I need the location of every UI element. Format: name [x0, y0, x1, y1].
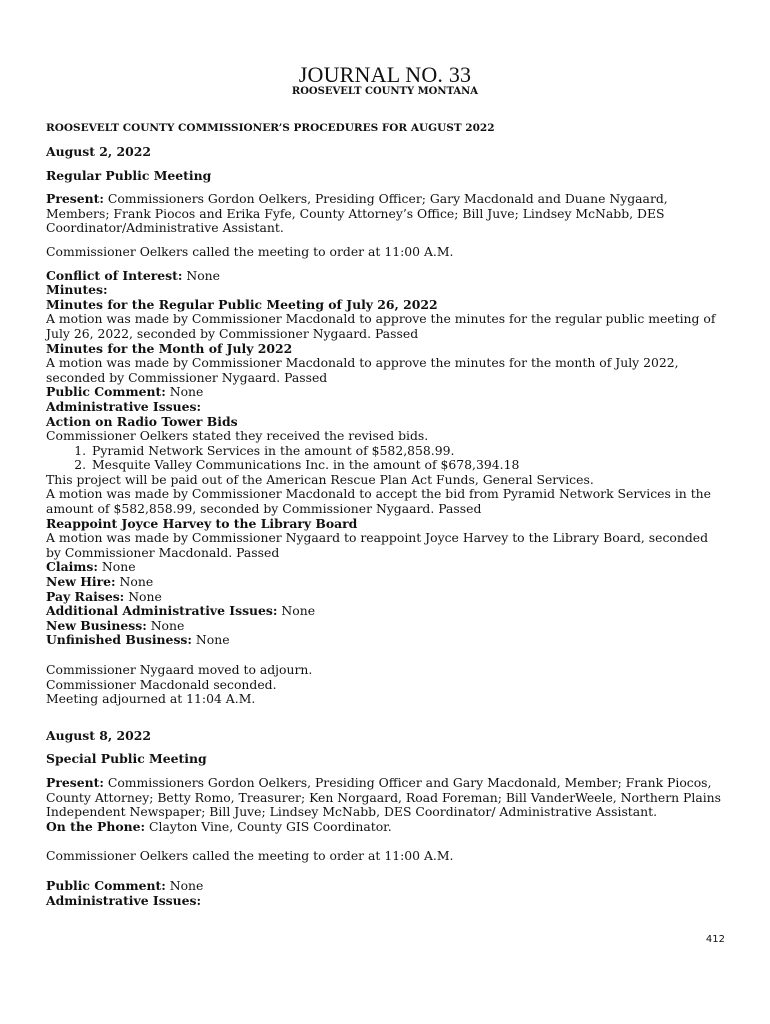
public-comment-label: Public Comment: [46, 384, 166, 400]
additional-admin-value: None [277, 603, 316, 619]
public-comment-label: Public Comment: [46, 877, 166, 893]
meeting1-present [46, 192, 726, 236]
meeting1-type: Regular Public Meeting [46, 167, 212, 183]
journal-content [46, 145, 726, 908]
meeting-adjourned: Meeting adjourned at 11:04 A.M. [46, 691, 256, 707]
phone-text: Clayton Vine, County GIS Coordinator. [145, 818, 392, 834]
new-hire-value: None [115, 574, 154, 590]
present-text: Commissioners Gordon Oelkers, Presiding Officer and Gary Macdonald, Member; Frank Piocos, County Attorney; Betty Romo, Treasurer; Ken Norgaard, Road Foreman; Bill VanderWeele, Northern Plains Independent Newspaper; Bill Juve; Lindsey McNabb, DES Coordinator/ Administrative Assistant. [46, 774, 722, 820]
new-business [46, 619, 726, 634]
county-name: ROOSEVELT COUNTY MONTANA [291, 86, 479, 97]
public-comment-value: None [165, 877, 204, 893]
meeting1-called-to-order: Commissioner Oelkers called the meeting to order at 11:00 A.M. [46, 243, 454, 259]
adjourn-moved: Commissioner Nygaard moved to adjourn. [46, 662, 313, 677]
library-heading: Reappoint Joyce Harvey to the Library Board [46, 515, 358, 531]
page-number: 412 [705, 934, 725, 945]
meeting2-present [46, 776, 726, 820]
additional-admin-label: Additional Administrative Issues: [46, 603, 278, 619]
claims-value: None [97, 559, 136, 575]
unfinished-label: Unfinished Business: [46, 632, 192, 648]
procedures-heading: ROOSEVELT COUNTY COMMISSIONER’S PROCEDURES FOR AUGUST 2022 [46, 122, 495, 134]
present-text: Commissioners Gordon Oelkers, Presiding Officer; Gary Macdonald and Duane Nygaard, Members; Frank Piocos and Erika Fyfe, County Attorney’s Office; Bill Juve; Lindsey McNabb, DES Coordinator/Administrative Assistant. [46, 191, 668, 236]
radio-tower-intro: Commissioner Oelkers stated they received the revised bids. [46, 428, 429, 444]
unfinished-business [46, 633, 726, 648]
pay-raises-label: Pay Raises: [46, 588, 125, 604]
public-comment [46, 385, 726, 400]
journal-title: JOURNAL NO. 33 [298, 62, 472, 87]
meeting2-type: Special Public Meeting [46, 751, 207, 767]
bid-list [46, 444, 726, 473]
radio-tower-motion: A motion was made by Commissioner Macdonald to accept the bid from Pyramid Network Services in the amount of $582,858.99, seconded by Commissioner Nygaard. Passed [46, 486, 711, 517]
list-item: 2. Mesquite Valley Communications Inc. in the amount of $678,394.18 [90, 458, 726, 473]
list-item: 1. Pyramid Network Services in the amount of $582,858.99. [90, 444, 726, 459]
phone-label: On the Phone: [46, 818, 146, 834]
conflict-of-interest [46, 269, 726, 284]
radio-tower-funding: This project will be paid out of the American Rescue Plan Act Funds, General Services. [46, 471, 594, 487]
minutes-label: Minutes: [46, 282, 108, 298]
additional-admin-issues [46, 604, 726, 619]
present-label: Present: [46, 774, 104, 790]
claims-label: Claims: [46, 559, 98, 575]
conflict-value: None [182, 267, 220, 283]
meeting2-date: August 8, 2022 [46, 727, 152, 743]
radio-tower-heading: Action on Radio Tower Bids [46, 413, 238, 429]
pay-raises-value: None [124, 588, 162, 604]
minutes-july26-heading: Minutes for the Regular Public Meeting of July 26, 2022 [46, 296, 438, 312]
minutes-month-text: A motion was made by Commissioner Macdonald to approve the minutes for the month of July 2022, seconded by Commissioner Nygaard. Passed [46, 355, 679, 385]
claims [46, 560, 726, 575]
unfinished-value: None [191, 632, 230, 648]
conflict-label: Conflict of Interest: [46, 267, 183, 283]
meeting2-on-the-phone [46, 820, 726, 835]
meeting2-public-comment [46, 879, 726, 894]
present-label: Present: [46, 191, 104, 207]
new-business-value: None [146, 617, 185, 633]
new-hire [46, 575, 726, 590]
new-hire-label: New Hire: [46, 574, 116, 590]
meeting1-date: August 2, 2022 [46, 144, 152, 159]
admin-issues-label: Administrative Issues: [46, 398, 202, 414]
minutes-july26-text: A motion was made by Commissioner Macdonald to approve the minutes for the regular public meeting of July 26, 2022, seconded by Commissioner Nygaard. Passed [46, 311, 716, 341]
new-business-label: New Business: [46, 617, 147, 633]
adjourn-seconded: Commissioner Macdonald seconded. [46, 676, 277, 692]
library-motion: A motion was made by Commissioner Nygaard to reappoint Joyce Harvey to the Library Board, seconded by Commissioner Macdonald. Passed [46, 530, 709, 560]
public-comment-value: None [165, 384, 204, 400]
minutes-month-heading: Minutes for the Month of July 2022 [46, 340, 293, 356]
meeting2-called-to-order: Commissioner Oelkers called the meeting to order at 11:00 A.M. [46, 848, 454, 864]
meeting2-admin-issues-label: Administrative Issues: [46, 892, 202, 908]
pay-raises [46, 590, 726, 605]
